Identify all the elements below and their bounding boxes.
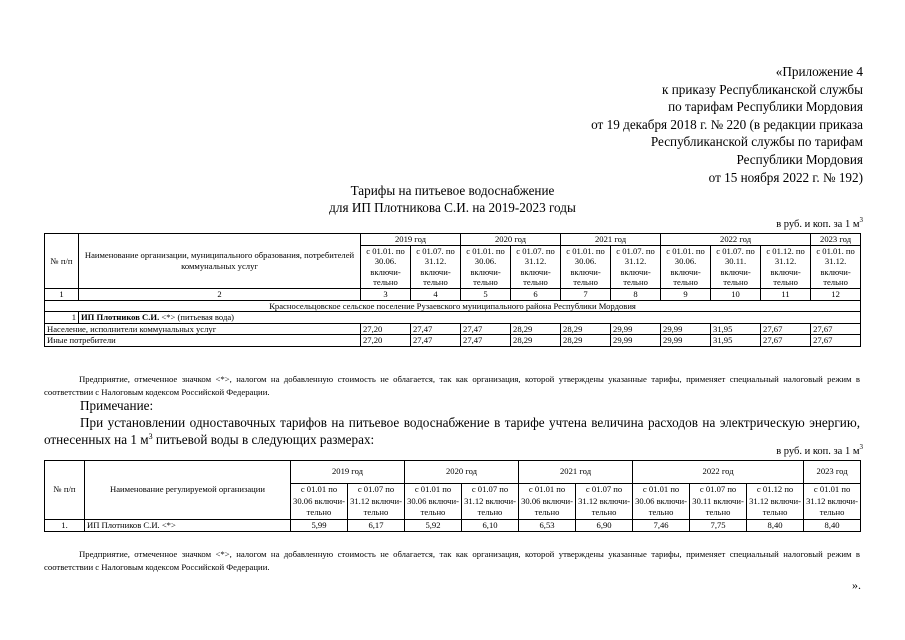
column-number: 11 (761, 288, 811, 300)
org-no: 1 (45, 312, 79, 324)
unit-label-1 (776, 216, 863, 230)
closing-quote: ». (852, 578, 861, 592)
period-header: с 01.07 по 31.12 включи-тельно (576, 484, 633, 520)
period-header: с 01.07. по 31.12. включи-тельно (411, 245, 461, 288)
cost-value: 6,17 (348, 519, 405, 532)
cost-value: 6,53 (519, 519, 576, 532)
unit-sup: 3 (859, 443, 863, 451)
row-label: Население, исполнители коммунальных услуг (45, 323, 361, 335)
cost-value: 6,90 (576, 519, 633, 532)
appendix-line: «Приложение 4 (775, 64, 863, 79)
unit-label-2 (776, 443, 863, 457)
period-header: с 01.07. по 30.11. включи-тельно (711, 245, 761, 288)
period-header: с 01.12 по 31.12 включи-тельно (747, 484, 804, 520)
row-label: Иные потребители (45, 335, 361, 347)
period-header: с 01.01. по 30.06. включи-тельно (561, 245, 611, 288)
table-row (45, 519, 861, 532)
period-header: с 01.01 по 30.06 включи-тельно (519, 484, 576, 520)
appendix-line: от 19 декабря 2018 г. № 220 (в редакции приказа (591, 116, 863, 132)
tariff-value: 27,20 (361, 335, 411, 347)
period-header: с 01.01 по 30.06 включи-тельно (405, 484, 462, 520)
tariff-value: 27,20 (361, 323, 411, 335)
table-row (45, 335, 861, 347)
column-number: 7 (561, 288, 611, 300)
unit-text: в руб. и коп. за 1 м (776, 219, 860, 230)
tariff-value: 27,47 (411, 335, 461, 347)
appendix-line: Республиканской службы по тарифам (650, 134, 863, 150)
table-header-row (45, 234, 861, 246)
tariff-value: 27,47 (461, 335, 511, 347)
footnote-2 (44, 548, 860, 573)
period-header: с 01.01 по 30.06 включи-тельно (633, 484, 690, 520)
tariff-value: 29,99 (661, 335, 711, 347)
year-header: 2020 год (461, 234, 561, 246)
tariff-value: 27,67 (811, 323, 861, 335)
appendix-line: по тарифам Республики Мордовия (668, 99, 863, 115)
period-header: с 01.07. по 31.12. включи-тельно (611, 245, 661, 288)
year-header: 2020 год (405, 461, 519, 484)
year-header: 2019 год (291, 461, 405, 484)
tariff-value: 27,67 (761, 335, 811, 347)
title-line-1: Тарифы на питьевое водоснабжение (350, 183, 555, 198)
period-header: с 01.07 по 31.12 включи-тельно (462, 484, 519, 520)
footnote-1-text: Предприятие, отмеченное значком <*>, налогом на добавленную стоимость не облагается, так как организация, которой утверждены указанные тарифы, применяет специальный налоговый режим в соответствии с Налоговым кодексом Российской Федерации. (44, 374, 860, 397)
row-no: 1. (45, 519, 85, 532)
period-header: с 01.07. по 31.12. включи-тельно (511, 245, 561, 288)
row-name: ИП Плотников С.И. <*> (85, 519, 291, 532)
organization-row (45, 312, 861, 324)
tariff-value: 29,99 (661, 323, 711, 335)
year-header: 2022 год (633, 461, 804, 484)
tariff-value: 27,47 (461, 323, 511, 335)
column-number: 9 (661, 288, 711, 300)
note-tail: питьевой воды в следующих размерах: (152, 432, 375, 447)
unit-sup: 3 (859, 216, 863, 224)
column-number: 3 (361, 288, 411, 300)
cost-value: 5,92 (405, 519, 462, 532)
period-header: с 01.07 по 31.12 включи-тельно (348, 484, 405, 520)
title-line-2: для ИП Плотникова С.И. на 2019-2023 годы (329, 199, 576, 215)
settlement-row (45, 300, 861, 312)
column-number: 2 (79, 288, 361, 300)
org-suffix: <*> (питьевая вода) (159, 312, 235, 322)
year-header: 2023 год (811, 234, 861, 246)
year-header: 2019 год (361, 234, 461, 246)
period-header: с 01.01. по 30.06. включи-тельно (661, 245, 711, 288)
cost-value: 7,46 (633, 519, 690, 532)
column-number-row (45, 288, 861, 300)
appendix-header (443, 63, 863, 186)
period-header: с 01.01. по 30.06. включи-тельно (461, 245, 511, 288)
period-header: с 01.01. по 30.06. включи-тельно (361, 245, 411, 288)
cost-value: 8,40 (747, 519, 804, 532)
cost-value: 6,10 (462, 519, 519, 532)
year-header: 2021 год (519, 461, 633, 484)
table-row (45, 323, 861, 335)
unit-text: в руб. и коп. за 1 м (776, 446, 860, 457)
year-header: 2021 год (561, 234, 661, 246)
tariff-value: 27,67 (811, 335, 861, 347)
tariff-value: 31,95 (711, 335, 761, 347)
column-number: 6 (511, 288, 561, 300)
column-number: 4 (411, 288, 461, 300)
note-text: При установлении одноставочных тарифов на питьевое водоснабжение в тарифе учтена величина расходов на электрическую энергию, отнесенных на 1 м (44, 415, 860, 447)
tariff-value: 31,95 (711, 323, 761, 335)
col-name-header: Наименование организации, муниципального образования, потребителей коммунальных услуг (79, 234, 361, 289)
footnote-1 (44, 373, 860, 398)
column-number: 12 (811, 288, 861, 300)
tariff-value: 29,99 (611, 323, 661, 335)
year-header: 2023 год (804, 461, 861, 484)
column-number: 10 (711, 288, 761, 300)
tariff-table (44, 233, 861, 347)
settlement-name: Красносельцовское сельское поселение Рузаевского муниципального района Республики Мордовия (45, 300, 861, 312)
period-header: с 01.12. по 31.12. включи-тельно (761, 245, 811, 288)
period-header: с 01.01 по 30.06 включи-тельно (291, 484, 348, 520)
tariff-value: 28,29 (511, 335, 561, 347)
electricity-cost-table (44, 460, 861, 532)
tariff-value: 27,47 (411, 323, 461, 335)
note-paragraph (44, 414, 860, 448)
appendix-line: к приказу Республиканской службы (661, 81, 863, 97)
document-title (0, 183, 905, 216)
tariff-value: 28,29 (511, 323, 561, 335)
column-number: 1 (45, 288, 79, 300)
note-title: Примечание: (80, 398, 154, 413)
period-header: с 01.01. по 31.12. включи-тельно (811, 245, 861, 288)
col-name-header: Наименование регулируемой организации (85, 461, 291, 520)
appendix-line: от 15 ноября 2022 г. № 192) (708, 169, 863, 185)
tariff-value: 27,67 (761, 323, 811, 335)
note-sup: 3 (148, 432, 153, 441)
period-header: с 01.01 по 31.12 включи-тельно (804, 484, 861, 520)
tariff-value: 28,29 (561, 335, 611, 347)
tariff-value: 29,99 (611, 335, 661, 347)
org-name: ИП Плотников С.И. (81, 312, 160, 322)
col-no-header: № п/п (45, 461, 85, 520)
column-number: 8 (611, 288, 661, 300)
col-no-header: № п/п (45, 234, 79, 289)
appendix-line: Республики Мордовия (736, 151, 863, 167)
column-number: 5 (461, 288, 511, 300)
cost-value: 5,99 (291, 519, 348, 532)
footnote-2-text: Предприятие, отмеченное значком <*>, налогом на добавленную стоимость не облагается, так как организация, которой утверждены указанные тарифы, применяет специальный налоговый режим в соответствии с Налоговым кодексом Российской Федерации. (44, 549, 860, 572)
year-header: 2022 год (661, 234, 811, 246)
tariff-value: 28,29 (561, 323, 611, 335)
cost-value: 8,40 (804, 519, 861, 532)
cost-value: 7,75 (690, 519, 747, 532)
period-header: с 01.07 по 30.11 включи-тельно (690, 484, 747, 520)
table-header-row (45, 461, 861, 484)
org-cell (79, 312, 861, 324)
